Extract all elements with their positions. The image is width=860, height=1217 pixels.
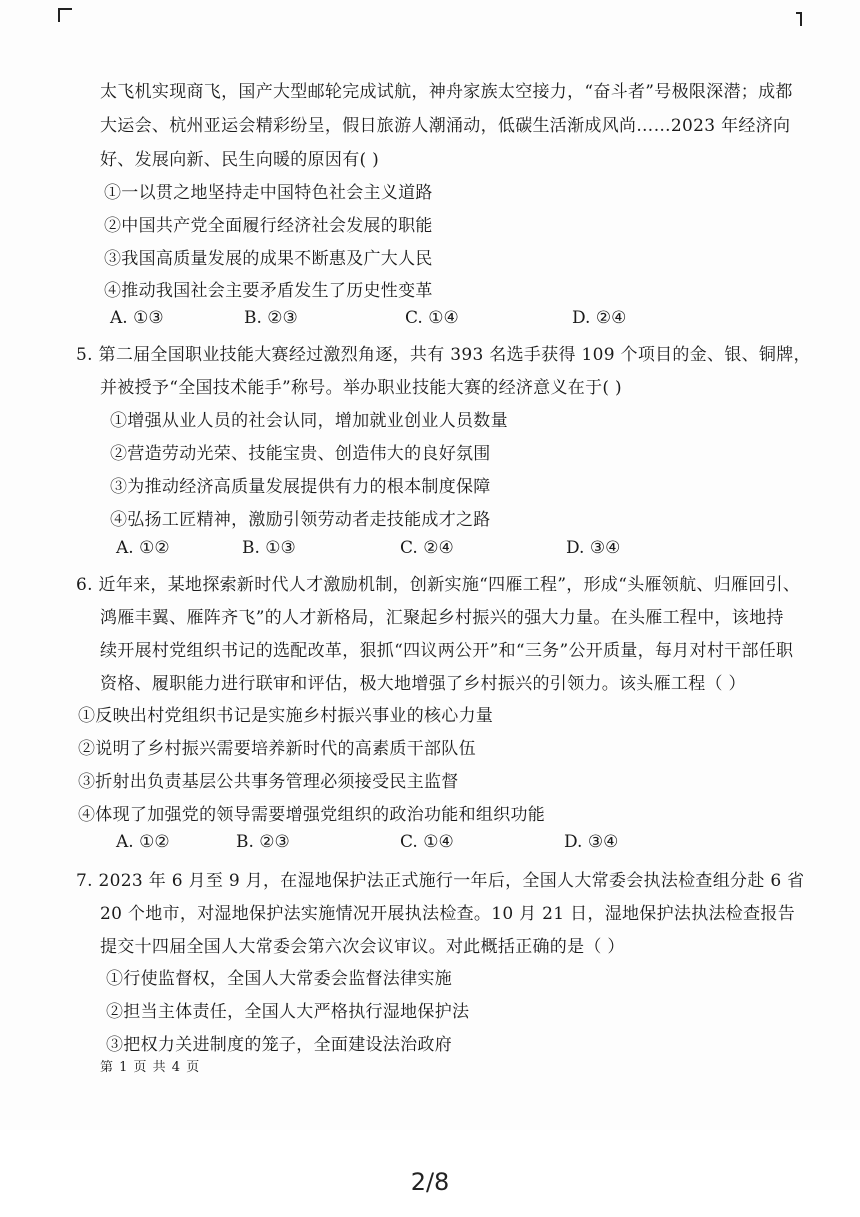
question-6-option-c: C. ①④	[400, 832, 454, 852]
question-5-option-d: D. ③④	[566, 538, 621, 558]
question-4-line-3: 好、发展向新、民生向暖的原因有( )	[100, 150, 380, 170]
question-4-item-4: ④推动我国社会主要矛盾发生了历史性变革	[104, 281, 433, 301]
question-6-line-4: 资格、履职能力进行联审和评估，极大地增强了乡村振兴的引领力。该头雁工程（ ）	[100, 674, 746, 694]
question-6-item-3: ③折射出负责基层公共事务管理必须接受民主监督	[78, 772, 459, 792]
question-5-item-2: ②营造劳动光荣、技能宝贵、创造伟大的良好氛围	[110, 444, 491, 464]
question-4-option-a: A. ①③	[110, 308, 164, 328]
question-5-item-3: ③为推动经济高质量发展提供有力的根本制度保障	[110, 477, 491, 497]
question-6-line-3: 续开展村党组织书记的选配改革，狠抓“四议两公开”和“三务”公开质量，每月对村干部任职	[100, 641, 794, 661]
question-5-item-1: ①增强从业人员的社会认同，增加就业创业人员数量	[110, 411, 508, 431]
question-6-item-1: ①反映出村党组织书记是实施乡村振兴事业的核心力量	[78, 706, 494, 726]
question-5-line-2: 并被授予“全国技术能手”称号。举办职业技能大赛的经济意义在于( )	[100, 378, 622, 398]
question-6-item-4: ④体现了加强党的领导需要增强党组织的政治功能和组织功能	[78, 805, 546, 825]
page-footer: 第 1 页 共 4 页	[100, 1060, 201, 1075]
page-indicator: 2/8	[410, 1168, 450, 1196]
crop-mark-top-left	[58, 8, 72, 22]
question-4-line-1: 太飞机实现商飞，国产大型邮轮完成试航，神舟家族太空接力，“奋斗者”号极限深潜；成都	[100, 82, 793, 102]
question-4-option-c: C. ①④	[405, 308, 459, 328]
question-5-item-4: ④弘扬工匠精神，激励引领劳动者走技能成才之路	[110, 510, 491, 530]
question-6-option-d: D. ③④	[564, 832, 619, 852]
question-5-option-b: B. ①③	[242, 538, 296, 558]
question-7-line-1: 7. 2023 年 6 月至 9 月，在湿地保护法正式施行一年后，全国人大常委会执法检查组分赴 6 省	[76, 871, 805, 891]
question-7-line-2: 20 个地市，对湿地保护法实施情况开展执法检查。10 月 21 日，湿地保护法执法检查报告	[100, 904, 796, 924]
question-4-option-b: B. ②③	[244, 308, 298, 328]
question-6-option-a: A. ①②	[116, 832, 170, 852]
question-6-line-2: 鸿雁丰翼、雁阵齐飞”的人才新格局，汇聚起乡村振兴的强大力量。在头雁工程中，该地持	[100, 608, 784, 628]
question-6-line-1: 6. 近年来，某地探索新时代人才激励机制，创新实施“四雁工程”，形成“头雁领航、归雁回引、	[76, 575, 801, 595]
question-5-option-a: A. ①②	[116, 538, 170, 558]
crop-mark-top-right	[796, 12, 802, 26]
question-5-option-c: C. ②④	[400, 538, 454, 558]
question-4-line-2: 大运会、杭州亚运会精彩纷呈，假日旅游人潮涌动，低碳生活渐成风尚……2023 年经济向	[100, 116, 791, 136]
question-7-item-2: ②担当主体责任，全国人大严格执行湿地保护法	[106, 1002, 470, 1022]
question-5-line-1: 5. 第二届全国职业技能大赛经过激烈角逐，共有 393 名选手获得 109 个项目的金、银、铜牌，	[76, 345, 811, 365]
question-4-item-1: ①一以贯之地坚持走中国特色社会主义道路	[104, 183, 433, 203]
question-6-option-b: B. ②③	[236, 832, 290, 852]
question-4-option-d: D. ②④	[572, 308, 627, 328]
question-4-item-2: ②中国共产党全面履行经济社会发展的职能	[104, 216, 433, 236]
question-7-item-1: ①行使监督权，全国人大常委会监督法律实施	[106, 969, 452, 989]
question-4-item-3: ③我国高质量发展的成果不断惠及广大人民	[104, 249, 433, 269]
question-7-item-3: ③把权力关进制度的笼子，全面建设法治政府	[106, 1035, 452, 1055]
question-7-line-3: 提交十四届全国人大常委会第六次会议审议。对此概括正确的是（ ）	[100, 937, 625, 957]
question-6-item-2: ②说明了乡村振兴需要培养新时代的高素质干部队伍	[78, 739, 476, 759]
